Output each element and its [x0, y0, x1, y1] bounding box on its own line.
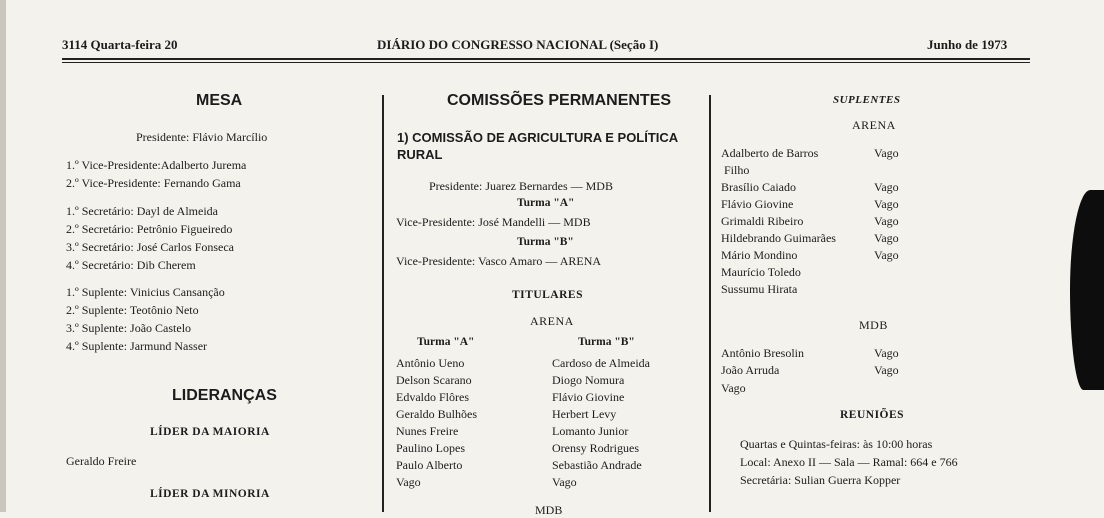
vice-presidente-turma-a: Vice-Presidente: José Mandelli — MDB: [396, 215, 591, 229]
reunioes-title: REUNIÕES: [840, 409, 905, 421]
vice-presidente-turma-b: Vice-Presidente: Vasco Amaro — ARENA: [396, 254, 602, 268]
mesa-presidente: Presidente: Flávio Marcílio: [136, 130, 268, 144]
suplente-arena-turma: Vago: [874, 146, 899, 160]
titular-b-name: Flávio Giovine: [552, 390, 625, 404]
titulares-arena-heading: ARENA: [530, 314, 574, 328]
suplente-mdb-name: Vago: [721, 381, 746, 395]
suplente-arena-turma: Vago: [874, 214, 899, 228]
titular-a-name: Nunes Freire: [396, 424, 459, 438]
mesa-title: MESA: [196, 92, 243, 109]
reunioes-line-1: Quartas e Quintas-feiras: às 10:00 horas: [740, 437, 933, 451]
journal-title: DIÁRIO DO CONGRESSO NACIONAL (Seção I): [377, 37, 659, 52]
column-divider-1: [382, 95, 384, 512]
suplente-mdb-turma: Vago: [874, 346, 899, 360]
titular-a-name: Geraldo Bulhões: [396, 407, 477, 421]
titular-b-name: Orensy Rodrigues: [552, 441, 639, 455]
secretario-2: 2.º Secretário: Petrônio Figueiredo: [66, 222, 233, 236]
titular-b-name: Sebastião Andrade: [552, 458, 642, 472]
suplente-arena-turma: Vago: [874, 180, 899, 194]
suplente-arena-name: Mário Mondino: [721, 248, 798, 262]
suplente-arena-name: Grimaldi Ribeiro: [721, 214, 804, 228]
suplente-arena-turma: Vago: [874, 231, 899, 245]
suplentes-mdb-heading: MDB: [859, 318, 888, 332]
suplente-arena-name: Filho: [724, 163, 750, 177]
titular-a-name: Vago: [396, 475, 421, 489]
titular-b-name: Vago: [552, 475, 577, 489]
suplente-arena-name: Flávio Giovine: [721, 197, 794, 211]
column-divider-2: [709, 95, 711, 512]
titulares-mdb-heading: MDB: [535, 503, 563, 517]
suplente-2: 2.º Suplente: Teotônio Neto: [66, 303, 199, 317]
suplente-arena-name: Maurício Toledo: [721, 265, 801, 279]
vice-presidente-2: 2.º Vice-Presidente: Fernando Gama: [66, 176, 241, 190]
col-turma-a-head: Turma "A": [417, 336, 475, 348]
header-rule-thin: [62, 62, 1030, 63]
suplentes-title: SUPLENTES: [833, 94, 901, 106]
secretario-4: 4.º Secretário: Dib Cherem: [66, 258, 196, 272]
titular-b-name: Diogo Nomura: [552, 373, 625, 387]
liderancas-title: LIDERANÇAS: [172, 387, 277, 404]
header-rule: [62, 58, 1030, 60]
issue-month: Junho de 1973: [927, 37, 1008, 52]
suplente-arena-name: Brasílio Caiado: [721, 180, 796, 194]
titular-b-name: Lomanto Junior: [552, 424, 629, 438]
comissao-title-line1: 1) COMISSÃO DE AGRICULTURA E POLÍTICA: [397, 130, 679, 145]
col-turma-b-head: Turma "B": [578, 336, 635, 348]
scan-edge-artifact: [1080, 300, 1104, 380]
titular-a-name: Antônio Ueno: [396, 356, 465, 370]
lider-maioria-label: LÍDER DA MAIORIA: [150, 426, 270, 438]
reunioes-line-2: Local: Anexo II — Sala — Ramal: 664 e 766: [740, 455, 958, 469]
titular-a-name: Edvaldo Flôres: [396, 390, 469, 404]
suplente-mdb-name: João Arruda: [721, 363, 780, 377]
suplentes-arena-heading: ARENA: [852, 118, 896, 132]
secretario-3: 3.º Secretário: José Carlos Fonseca: [66, 240, 235, 254]
comissoes-title: COMISSÕES PERMANENTES: [447, 92, 672, 109]
suplente-arena-turma: Vago: [874, 197, 899, 211]
suplente-arena-name: Sussumu Hirata: [721, 282, 798, 296]
comissao-presidente: Presidente: Juarez Bernardes — MDB: [429, 179, 613, 193]
lider-minoria-label: LÍDER DA MINORIA: [150, 488, 270, 500]
reunioes-line-3: Secretária: Sulian Guerra Kopper: [740, 473, 901, 487]
vice-presidente-1: 1.º Vice-Presidente:Adalberto Jurema: [66, 158, 247, 172]
page-number-date: 3114 Quarta-feira 20: [62, 37, 178, 52]
suplente-arena-name: Adalberto de Barros: [721, 146, 819, 160]
suplente-arena-turma: Vago: [874, 248, 899, 262]
lider-maioria-name: Geraldo Freire: [66, 454, 137, 468]
suplente-arena-name: Hildebrando Guimarães: [721, 231, 836, 245]
suplente-4: 4.º Suplente: Jarmund Nasser: [66, 339, 208, 353]
titulares-heading: TITULARES: [512, 289, 583, 301]
secretario-1: 1.º Secretário: Dayl de Almeida: [66, 204, 219, 218]
titular-b-name: Cardoso de Almeida: [552, 356, 650, 370]
suplente-3: 3.º Suplente: João Castelo: [66, 321, 192, 335]
turma-b-label: Turma "B": [517, 236, 574, 248]
comissao-title-line2: RURAL: [397, 147, 443, 162]
titular-a-name: Paulino Lopes: [396, 441, 465, 455]
suplente-mdb-name: Antônio Bresolin: [721, 346, 804, 360]
turma-a-label: Turma "A": [517, 197, 575, 209]
titular-a-name: Delson Scarano: [396, 373, 472, 387]
titular-a-name: Paulo Alberto: [396, 458, 463, 472]
page-edge: [0, 0, 6, 512]
suplente-mdb-turma: Vago: [874, 363, 899, 377]
suplente-1: 1.º Suplente: Vinicius Cansanção: [66, 285, 225, 299]
titular-b-name: Herbert Levy: [552, 407, 617, 421]
